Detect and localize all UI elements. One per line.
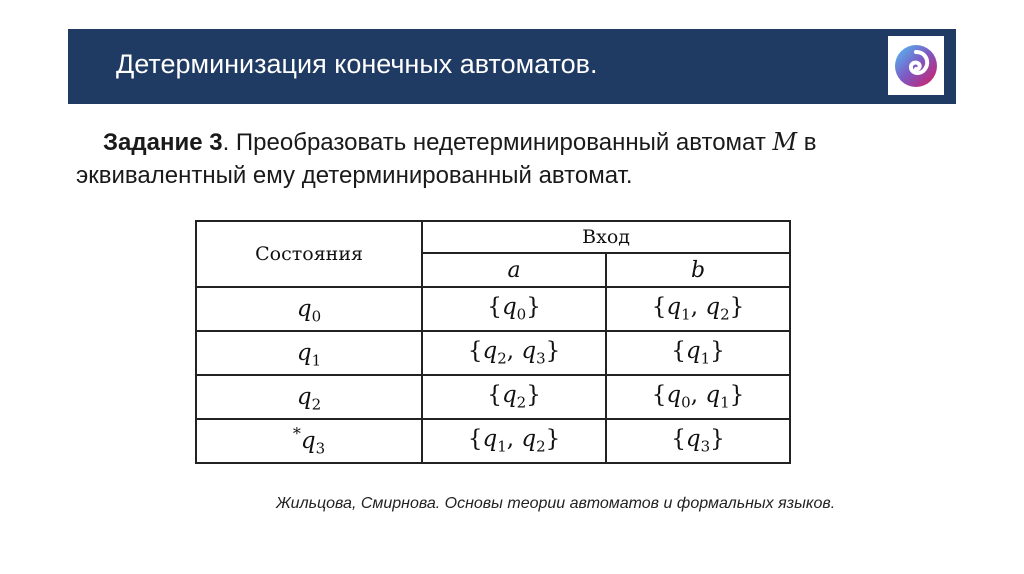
transition-cell-a: {$q_2$, $q_3$} (422, 331, 606, 375)
transition-cell-b: $\{q_3\}$ (606, 419, 790, 463)
header-input: Вход (422, 221, 790, 253)
transition-cell-b: {$q_1$, $q_2$} (606, 287, 790, 331)
state-symbol: $q_2$ (705, 294, 730, 324)
state-symbol: $q_1$ (705, 382, 730, 412)
state-cell (196, 287, 422, 331)
state-symbol: $q_2$ (501, 382, 527, 412)
state-symbol: $q_3$ (685, 426, 711, 456)
swirl-logo-icon (892, 42, 940, 90)
table-row (196, 331, 790, 375)
citation: Жильцова, Смирнова. Основы теории автоматов и формальных языков. (276, 495, 836, 512)
state-symbol: $q_0$ (666, 382, 691, 412)
state-symbol: $q_1$ (666, 294, 691, 324)
state-symbol: $q_0$ (296, 296, 322, 326)
header-states: Состояния (196, 221, 422, 287)
transition-cell-a: {$q_1$, $q_2$} (422, 419, 606, 463)
task-text-2: в (797, 129, 817, 156)
logo (888, 36, 944, 95)
state-cell (196, 419, 422, 463)
table-row (196, 419, 790, 463)
input-symbol-b: b (606, 253, 790, 287)
task-text-line2: эквивалентный ему детерминированный автомат. (76, 162, 633, 189)
table-row (196, 375, 790, 419)
transition-cell-a: $\{q_2\}$ (422, 375, 606, 419)
state-symbol: $q_3$ (521, 338, 546, 368)
transition-table (195, 220, 791, 464)
slide-title: Детерминизация конечных автоматов. (116, 49, 598, 79)
state-symbol: $q_1$ (685, 338, 711, 368)
state-symbol: $q_2$ (521, 426, 546, 456)
task-statement (76, 126, 956, 192)
transition-cell-a: $\{q_0\}$ (422, 287, 606, 331)
state-symbol: $q_3$ (300, 428, 326, 458)
state-symbol: $q_1$ (482, 426, 507, 456)
state-symbol: $q_1$ (296, 340, 322, 370)
final-state-marker: * (292, 424, 301, 444)
transition-cell-b: $\{q_1\}$ (606, 331, 790, 375)
transition-cell-b: {$q_0$, $q_1$} (606, 375, 790, 419)
task-text-1: . Преобразовать недетерминированный автомат (222, 129, 773, 156)
state-symbol: $q_2$ (482, 338, 507, 368)
table-row (196, 287, 790, 331)
automaton-variable: M (772, 128, 798, 156)
input-symbol-a: a (422, 253, 606, 287)
title-bar (68, 29, 956, 104)
state-cell (196, 375, 422, 419)
task-label: Задание 3 (103, 129, 223, 156)
state-symbol: $q_2$ (296, 384, 322, 414)
state-symbol: $q_0$ (501, 294, 527, 324)
state-cell (196, 331, 422, 375)
